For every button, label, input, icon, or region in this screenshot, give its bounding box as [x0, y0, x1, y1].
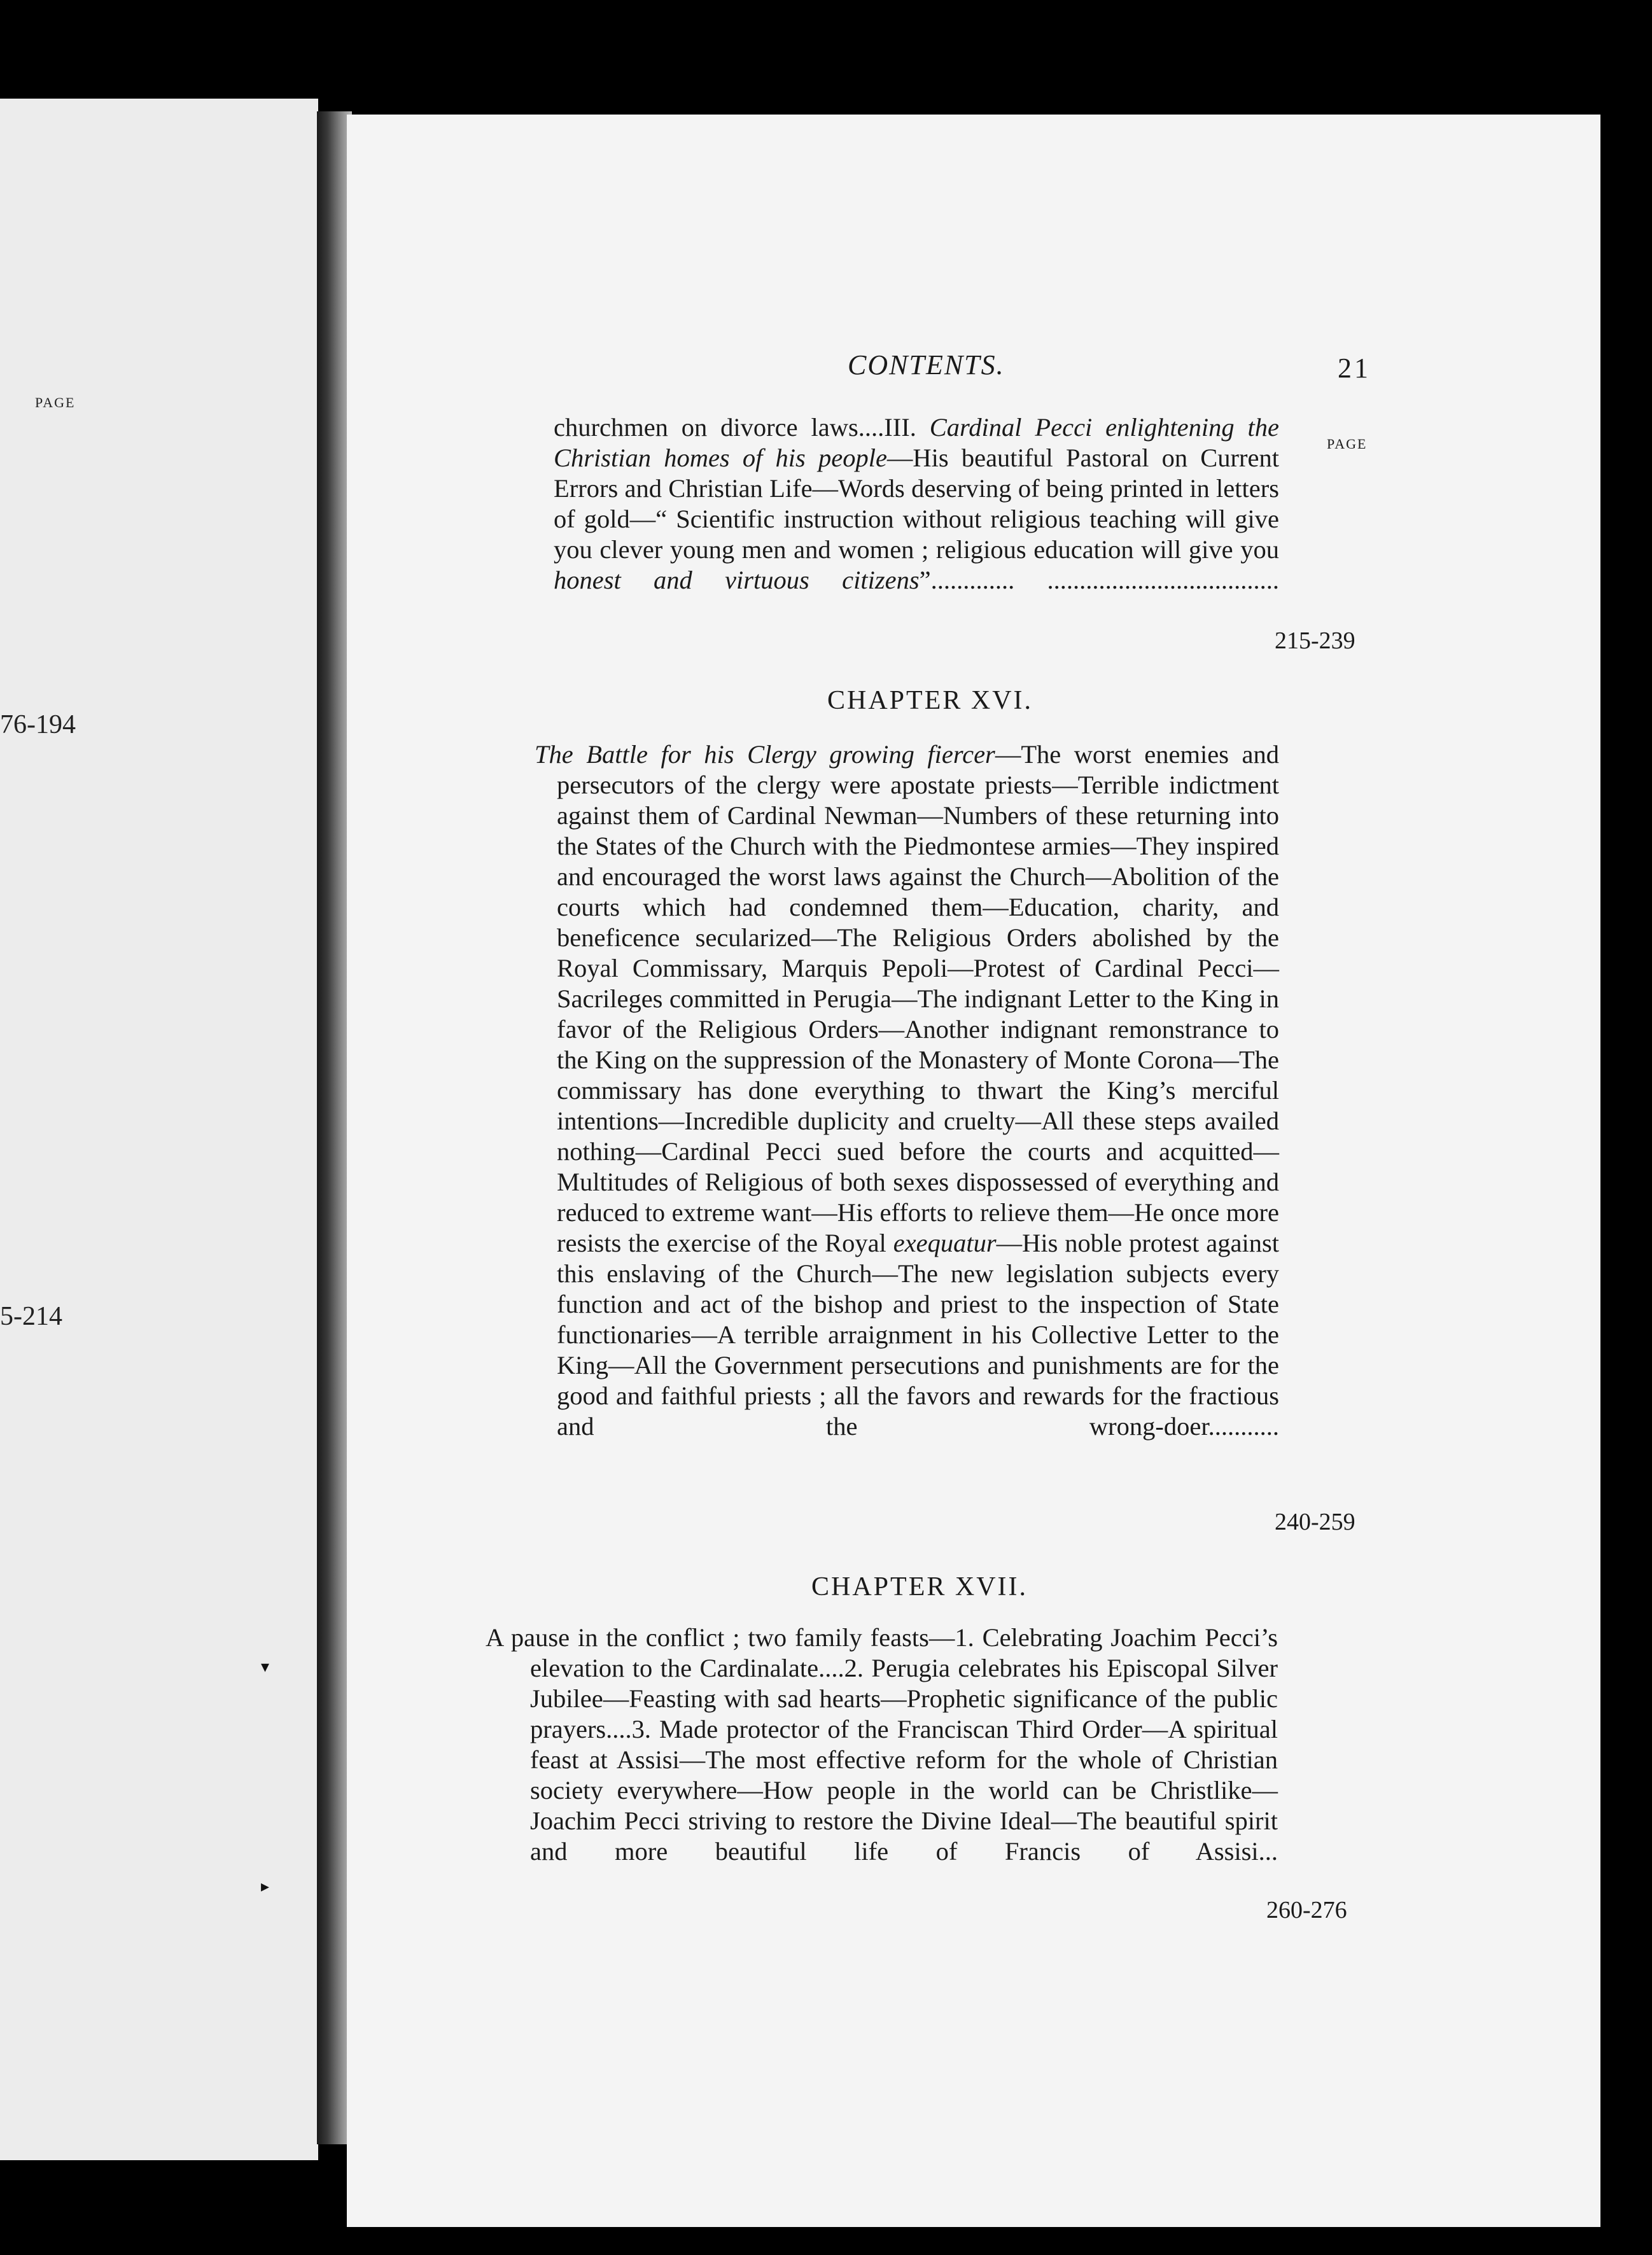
entry-leader: ... — [1258, 1837, 1278, 1866]
page-column-label: PAGE — [1327, 436, 1368, 452]
entry-text: churchmen on divorce laws....III. Cardinal Pecci enlightening the Christian homes of his people—His beautiful Pastoral on Current Errors and Christian Life—Words deserving of being printed in letters of gold—“ Scientific instruction without religious teaching will give you clever young men and women ; religious education will give you honest and virtuous citizens” — [554, 413, 1279, 594]
chapter-heading: CHAPTER XVII. — [811, 1572, 1028, 1602]
page-number: 21 — [1338, 353, 1371, 384]
toc-entry — [535, 739, 1279, 1442]
margin-mark: ▸ — [261, 1877, 270, 1895]
right-page — [347, 115, 1600, 2227]
left-page-range-2: 5-214 — [0, 1302, 62, 1331]
entry-text: The Battle for his Clergy growing fiercer—The worst enemies and persecutors of the clergy were apostate priests—Terrible indictment against them of Cardinal Newman—Numbers of these returning into the States of the Church with the Piedmontese armies—They inspired and encouraged the worst laws against the Church—Abolition of the courts which had condemned them—Education, charity, and beneficence secularized—The Religious Orders abolished by the Royal Commissary, Marquis Pepoli—Protest of Cardinal Pecci—Sacrileges committed in Perugia—The indignant Letter to the King in favor of the Religious Orders—Another indignant remonstrance to the King on the suppression of the Monastery of Monte Corona—The commissary has done everything to thwart the King’s merciful intentions—Incredible duplicity and cruelty—All these steps availed nothing—Cardinal Pecci sued before the courts and acquitted—Multitudes of Religious of both sexes dispossessed of everything and reduced to extreme want—His efforts to relieve them—He once more resists the exercise of the Royal exequatur—His noble protest against this enslaving of the Church—The new legislation subjects every function and act of the bishop and priest to the inspection of State functionaries—A terrible arraignment in his Collective Letter to the King—All the Government persecutions and punishments are for the good and faithful priests ; all the favors and rewards for the fractious and the wrong-doer — [535, 740, 1279, 1441]
left-page-range-1: 76-194 — [0, 710, 76, 739]
entry-leader: ........... — [1208, 1412, 1279, 1441]
chapter-heading: CHAPTER XVI. — [827, 686, 1033, 715]
entry-pages: 260-276 — [1266, 1897, 1347, 1923]
margin-mark: ▾ — [261, 1658, 270, 1676]
toc-entry — [486, 1623, 1278, 1867]
running-header: CONTENTS. — [848, 349, 1005, 380]
entry-pages: 240-259 — [1275, 1509, 1355, 1535]
left-page-label: PAGE — [35, 394, 76, 410]
entry-text: A pause in the conflict ; two family feasts—1. Celebrating Joachim Pecci’s elevation to the Cardinalate....2. Perugia celebrates his Episcopal Silver Jubilee—Feasting with sad hearts—Prophetic significance of the public prayers....3. Made protector of the Franciscan Third Order—A spiritual feast at Assisi—The most effective reform for the whole of Christian society everywhere—How people in the world can be Christlike—Joachim Pecci striving to restore the Divine Ideal—The beautiful spirit and more beautiful life of Francis of Assisi — [486, 1623, 1278, 1866]
toc-entry-continuation — [554, 412, 1279, 596]
left-page — [0, 99, 318, 2160]
entry-leader: ............. .................................... — [930, 566, 1279, 594]
entry-pages: 215-239 — [1275, 627, 1355, 654]
